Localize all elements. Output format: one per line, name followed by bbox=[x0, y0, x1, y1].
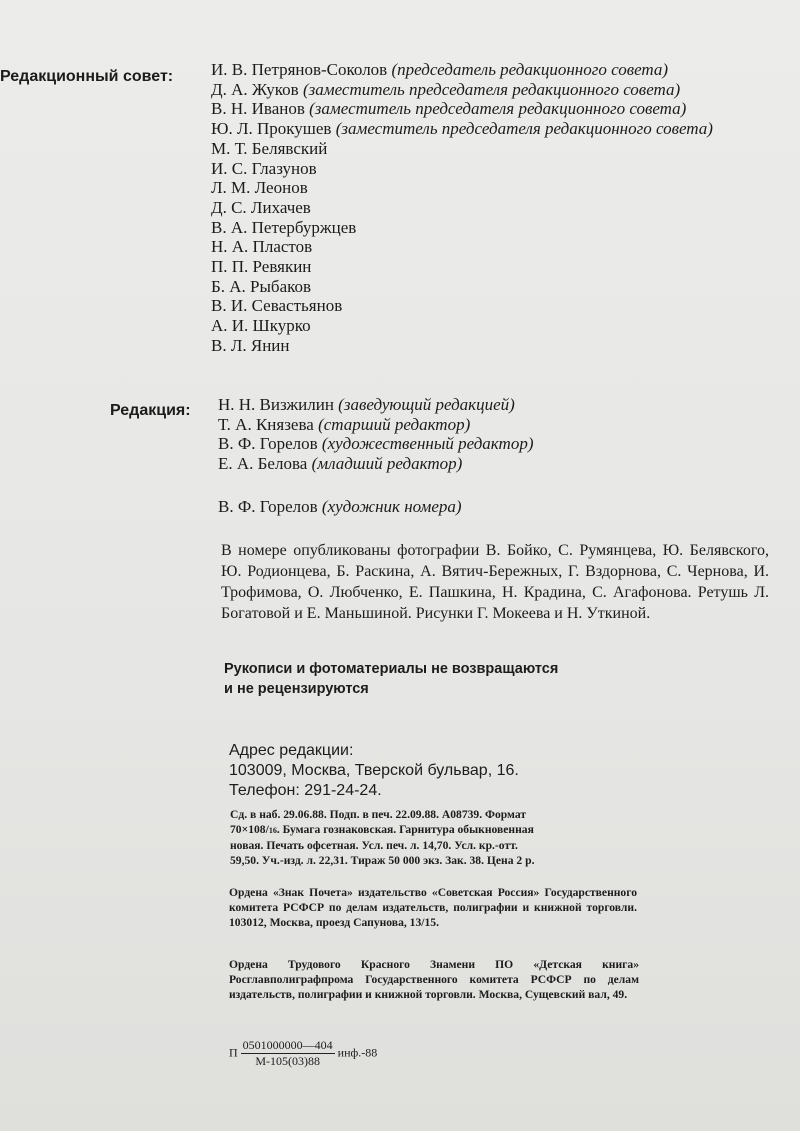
notice-line-1: Рукописи и фотоматериалы не возвращаются bbox=[224, 661, 559, 677]
person-name: В. А. Петербуржцев bbox=[211, 217, 357, 237]
person-role: (заместитель председателя редакционного совета) bbox=[335, 119, 713, 139]
person-role: (младший редактор) bbox=[311, 454, 463, 474]
list-item bbox=[211, 237, 771, 257]
person-name: Н. А. Пластов bbox=[211, 237, 313, 257]
person-name: М. Т. Белявский bbox=[211, 138, 328, 158]
index-fraction bbox=[241, 1038, 335, 1069]
person-role: (заведующий редакцией) bbox=[338, 395, 515, 414]
list-item bbox=[211, 336, 771, 356]
list-item bbox=[211, 80, 771, 100]
person-role: (заместитель председателя редакционного совета) bbox=[309, 99, 687, 119]
index-denominator: М-105(03)88 bbox=[255, 1054, 320, 1068]
list-item bbox=[218, 434, 778, 454]
address-line-3: Телефон: 291-24-24. bbox=[229, 782, 382, 799]
person-name: Л. М. Леонов bbox=[211, 178, 308, 198]
list-item bbox=[211, 296, 771, 316]
photo-credits: В номере опубликованы фотографии В. Бойко, С. Румянцева, Ю. Белявского, Ю. Родионцева, Б. Раскина, А. Вятич-Бережных, Г. Вздорнова, С. Чернова, И. Трофимова, О. Любченко, Е. Пашкина, Н. Крадина, С. Агафонова. Ретушь Л. Богатовой и Е. Маньшиной. Рисунки Г. Мокеева и Н. Уткиной. bbox=[221, 542, 769, 622]
person-role: (старший редактор) bbox=[318, 414, 471, 434]
list-item bbox=[211, 119, 771, 139]
list-item bbox=[211, 178, 771, 198]
manuscripts-notice bbox=[224, 659, 744, 699]
list-item bbox=[211, 198, 771, 218]
list-item bbox=[211, 257, 771, 277]
list-item bbox=[211, 218, 771, 238]
print-line-1: Сд. в наб. 29.06.88. Подп. в печ. 22.09.88. А08739. Формат bbox=[230, 808, 527, 821]
person-name: В. Ф. Горелов bbox=[218, 434, 318, 454]
publication-index bbox=[229, 1038, 377, 1069]
board-label: Редакционный совет: bbox=[0, 68, 174, 85]
board-list bbox=[211, 60, 771, 356]
list-item bbox=[218, 454, 778, 474]
list-item bbox=[218, 415, 778, 435]
artist-entry bbox=[218, 497, 778, 517]
editorial-label: Редакция: bbox=[110, 402, 191, 419]
address-line-1: Адрес редакции: bbox=[229, 742, 354, 759]
person-name: П. П. Ревякин bbox=[211, 257, 312, 277]
list-item bbox=[218, 497, 778, 517]
list-item bbox=[218, 395, 778, 415]
print-line-2: 70×108/16. Бумага гознаковская. Гарнитура обыкновенная bbox=[230, 823, 534, 836]
person-role: (председатель редакционного совета) bbox=[391, 60, 669, 79]
list-item bbox=[211, 159, 771, 179]
person-name: Ю. Л. Прокушев bbox=[211, 119, 332, 139]
person-name: Б. А. Рыбаков bbox=[211, 276, 312, 296]
notice-line-2: и не рецензируются bbox=[224, 681, 369, 697]
editorial-address bbox=[229, 741, 749, 801]
print-line-4: 59,50. Уч.-изд. л. 22,31. Тираж 50 000 экз. Зак. 38. Цена 2 р. bbox=[230, 854, 535, 867]
print-line-3: новая. Печать офсетная. Усл. печ. л. 14,70. Усл. кр.-отт. bbox=[230, 839, 518, 852]
index-suffix: инф.-88 bbox=[337, 1045, 378, 1060]
person-name: Д. С. Лихачев bbox=[211, 197, 311, 217]
person-name: В. Л. Янин bbox=[211, 335, 290, 355]
person-name: В. Ф. Горелов bbox=[218, 497, 318, 516]
person-name: В. И. Севастьянов bbox=[211, 296, 343, 316]
person-role: (художник номера) bbox=[321, 497, 462, 516]
person-name: Д. А. Жуков bbox=[211, 79, 299, 99]
list-item bbox=[211, 60, 771, 80]
person-name: В. Н. Иванов bbox=[211, 99, 305, 119]
person-name: Т. А. Князева bbox=[218, 414, 314, 434]
list-item bbox=[211, 99, 771, 119]
printer-info: Ордена Трудового Красного Знамени ПО «Детская книга» Росглавполиграфпрома Государственного комитета РСФСР по делам издательств, полиграфии и книжной торговли. Москва, Сущевский вал, 49. bbox=[229, 958, 639, 1001]
list-item bbox=[211, 316, 771, 336]
editorial-list bbox=[218, 395, 778, 474]
address-line-2: 103009, Москва, Тверской бульвар, 16. bbox=[229, 762, 519, 779]
person-name: Е. А. Белова bbox=[218, 454, 308, 474]
print-details bbox=[230, 807, 650, 868]
person-name: Н. Н. Визжилин bbox=[218, 395, 334, 414]
list-item bbox=[211, 139, 771, 159]
person-name: А. И. Шкурко bbox=[211, 316, 311, 336]
person-role: (художественный редактор) bbox=[321, 434, 534, 454]
person-name: И. С. Глазунов bbox=[211, 158, 317, 178]
person-role: (заместитель председателя редакционного совета) bbox=[302, 79, 681, 99]
index-numerator: 0501000000—404 bbox=[242, 1038, 333, 1052]
person-name: И. В. Петрянов-Соколов bbox=[211, 60, 388, 79]
publisher-info: Ордена «Знак Почета» издательство «Советская Россия» Государственного комитета РСФСР по делам издательств, полиграфии и книжной торговли. 103012, Москва, проезд Сапунова, 13/15. bbox=[229, 886, 637, 929]
list-item bbox=[211, 277, 771, 297]
index-prefix: П bbox=[229, 1045, 238, 1060]
